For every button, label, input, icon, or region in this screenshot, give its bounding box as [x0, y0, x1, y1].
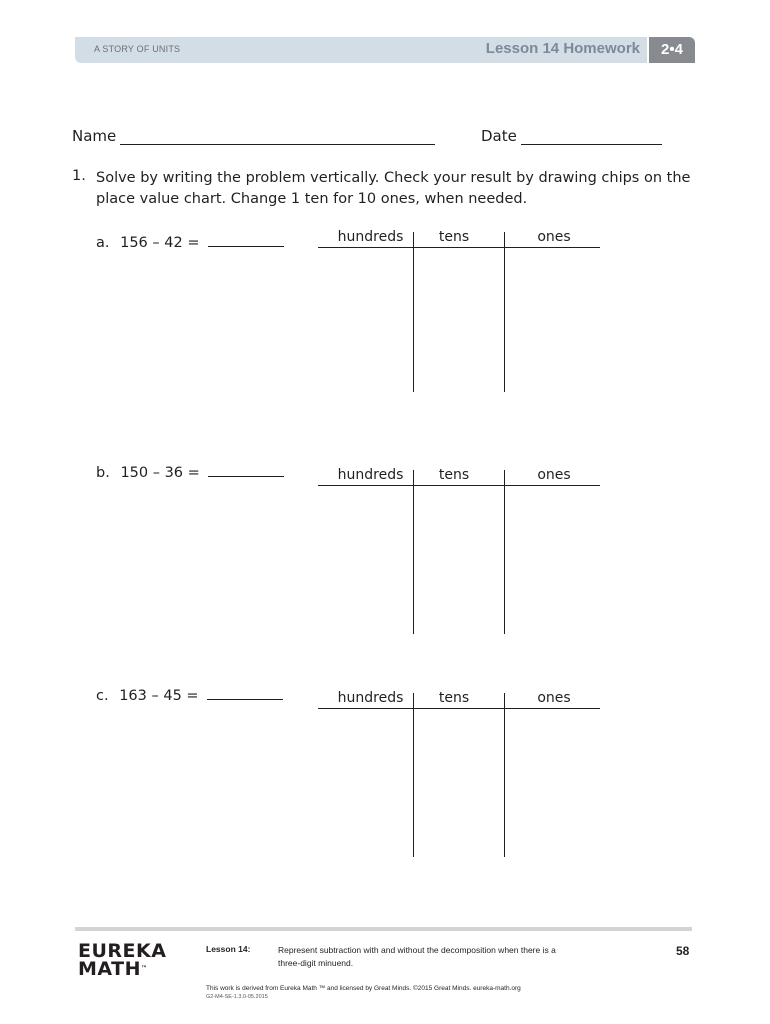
place-value-chart-b	[318, 467, 600, 634]
footer-divider	[75, 927, 692, 931]
answer-blank[interactable]	[208, 464, 284, 477]
chart-divider	[413, 232, 414, 392]
chart-header-line	[318, 708, 600, 709]
problem-instruction: Solve by writing the problem vertically. Check your result by drawing chips on the place value chart. Change 1 ten for 10 ones, when needed.	[96, 170, 691, 207]
eureka-math-logo	[78, 942, 166, 978]
answer-blank[interactable]	[208, 234, 284, 247]
problem-number: 1.	[72, 168, 86, 184]
answer-blank[interactable]	[207, 687, 283, 700]
license-text: This work is derived from Eureka Math ™ and licensed by Great Minds. ©2015 Great Minds. eureka-math.org	[206, 985, 521, 992]
footer-lesson-description: Represent subtraction with and without the decomposition when there is a three-digit minuend.	[278, 945, 556, 968]
chart-header-line	[318, 485, 600, 486]
column-hundreds: hundreds	[337, 467, 404, 483]
column-tens: tens	[438, 690, 470, 706]
series-label: A STORY OF UNITS	[94, 44, 181, 54]
item-b	[96, 464, 284, 481]
chart-divider	[504, 232, 505, 392]
item-expression: 156 – 42 =	[120, 235, 200, 251]
item-letter: b.	[96, 465, 110, 481]
item-a	[96, 234, 284, 251]
footer-lesson-label: Lesson 14:	[206, 944, 251, 954]
column-ones: ones	[537, 690, 571, 706]
document-code: G2-M4-SE-1.3.0-05.2015	[206, 994, 268, 1000]
item-letter: c.	[96, 688, 109, 704]
chart-divider	[504, 693, 505, 857]
column-ones: ones	[537, 229, 571, 245]
column-tens: tens	[438, 229, 470, 245]
lesson-title: Lesson 14 Homework	[485, 40, 640, 57]
item-expression: 150 – 36 =	[120, 465, 200, 481]
logo-line-1: EUREKA	[78, 940, 167, 962]
column-ones: ones	[537, 467, 571, 483]
date-field[interactable]	[521, 144, 662, 145]
chart-divider	[413, 693, 414, 857]
item-expression: 163 – 45 =	[119, 688, 199, 704]
chart-divider	[504, 470, 505, 634]
logo-line-2: MATH™	[78, 958, 148, 980]
page-number: 58	[676, 944, 690, 958]
name-field[interactable]	[120, 144, 435, 145]
column-hundreds: hundreds	[337, 229, 404, 245]
chart-header-line	[318, 247, 600, 248]
name-label: Name	[72, 127, 117, 145]
column-tens: tens	[438, 467, 470, 483]
column-hundreds: hundreds	[337, 690, 404, 706]
item-c	[96, 687, 283, 704]
place-value-chart-a	[318, 229, 600, 392]
date-label: Date	[481, 127, 517, 145]
chart-divider	[413, 470, 414, 634]
module-badge: 2•4	[649, 37, 695, 63]
item-letter: a.	[96, 235, 110, 251]
place-value-chart-c	[318, 690, 600, 857]
